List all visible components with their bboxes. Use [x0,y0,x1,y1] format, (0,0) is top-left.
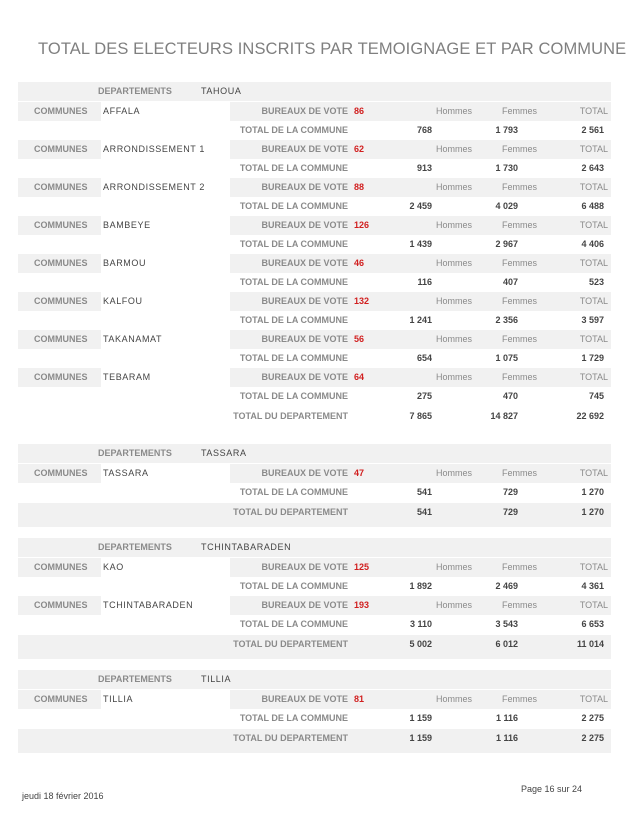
total-header: TOTAL [579,220,608,230]
commune-femmes: 3 543 [495,619,518,629]
commune-total-row [18,121,611,140]
department-total: 11 014 [576,639,604,649]
department-total-row [18,729,611,753]
commune-name: TEBARAM [103,372,151,382]
commune-row [18,464,611,483]
department-total-row [18,407,611,426]
commune-total: 2 643 [581,163,604,173]
bureaux-count: 56 [354,334,365,344]
department-name: TILLIA [201,674,232,684]
total-header: TOTAL [579,258,608,268]
commune-total-row [18,159,611,178]
communes-label: COMMUNES [34,296,88,306]
commune-name: AFFALA [103,106,141,116]
total-commune-label: TOTAL DE LA COMMUNE [239,315,348,325]
commune-row [18,368,611,387]
commune-name: KALFOU [103,296,143,306]
hommes-header: Hommes [436,220,473,230]
commune-total: 6 488 [581,201,604,211]
total-commune-label: TOTAL DE LA COMMUNE [239,353,348,363]
femmes-header: Femmes [502,296,538,306]
commune-hommes: 1 892 [409,581,432,591]
commune-total: 1 729 [581,353,604,363]
bureaux-label: BUREAUX DE VOTE [261,144,348,154]
hommes-header: Hommes [436,562,473,572]
communes-label: COMMUNES [34,334,88,344]
total-commune-label: TOTAL DE LA COMMUNE [239,619,348,629]
commune-hommes: 654 [416,353,432,363]
commune-hommes: 3 110 [409,619,432,629]
total-header: TOTAL [579,182,608,192]
total-header: TOTAL [579,694,608,704]
total-commune-label: TOTAL DE LA COMMUNE [239,201,348,211]
bureaux-count: 88 [354,182,365,192]
commune-femmes: 2 469 [495,581,518,591]
footer-date: jeudi 18 février 2016 [22,791,104,801]
total-header: TOTAL [579,468,608,478]
commune-total: 745 [588,391,604,401]
femmes-header: Femmes [502,372,538,382]
total-departement-label: TOTAL DU DEPARTEMENT [233,411,348,421]
bureaux-label: BUREAUX DE VOTE [261,562,348,572]
total-commune-label: TOTAL DE LA COMMUNE [239,163,348,173]
commune-row [18,102,611,121]
commune-total-row [18,483,611,502]
total-commune-label: TOTAL DE LA COMMUNE [239,487,348,497]
hommes-header: Hommes [436,334,473,344]
department-femmes: 14 827 [490,411,518,421]
commune-name: BARMOU [103,258,147,268]
bureaux-count: 64 [354,372,365,382]
total-commune-label: TOTAL DE LA COMMUNE [239,581,348,591]
femmes-header: Femmes [502,220,538,230]
department-total-row [18,503,611,527]
commune-femmes: 1 075 [495,353,518,363]
femmes-header: Femmes [502,182,538,192]
hommes-header: Hommes [436,296,473,306]
commune-total-row [18,387,611,406]
commune-femmes: 2 356 [495,315,518,325]
commune-row [18,330,611,349]
bureaux-count: 46 [354,258,365,268]
bureaux-count: 47 [354,468,365,478]
bureaux-count: 132 [354,296,370,306]
department-femmes: 729 [502,507,518,517]
total-header: TOTAL [579,600,608,610]
commune-total-row [18,577,611,596]
commune-name: ARRONDISSEMENT 1 [103,144,205,154]
total-header: TOTAL [579,106,608,116]
footer-page-number: Page 16 sur 24 [521,784,583,794]
departements-label: DEPARTEMENTS [98,86,172,96]
femmes-header: Femmes [502,694,538,704]
commune-femmes: 729 [502,487,518,497]
commune-row [18,558,611,577]
hommes-header: Hommes [436,144,473,154]
total-departement-label: TOTAL DU DEPARTEMENT [233,639,348,649]
department-header [18,82,611,101]
department-hommes: 5 002 [409,639,432,649]
total-header: TOTAL [579,562,608,572]
commune-hommes: 541 [416,487,432,497]
bureaux-label: BUREAUX DE VOTE [261,600,348,610]
commune-femmes: 1 116 [495,713,518,723]
department-hommes: 1 159 [409,733,432,743]
commune-name: BAMBEYE [103,220,151,230]
department-header [18,538,611,557]
femmes-header: Femmes [502,600,538,610]
commune-total-row [18,197,611,216]
commune-femmes: 1 730 [495,163,518,173]
commune-row [18,140,611,159]
hommes-header: Hommes [436,468,473,478]
departements-label: DEPARTEMENTS [98,674,172,684]
hommes-header: Hommes [436,372,473,382]
total-commune-label: TOTAL DE LA COMMUNE [239,391,348,401]
bureaux-count: 86 [354,106,365,116]
bureaux-label: BUREAUX DE VOTE [261,182,348,192]
department-name: TASSARA [201,448,247,458]
department-hommes: 7 865 [409,411,432,421]
bureaux-label: BUREAUX DE VOTE [261,258,348,268]
commune-name: TILLIA [103,694,134,704]
commune-total-row [18,709,611,728]
total-header: TOTAL [579,144,608,154]
commune-total: 6 653 [581,619,604,629]
femmes-header: Femmes [502,144,538,154]
communes-label: COMMUNES [34,600,88,610]
department-total: 22 692 [576,411,604,421]
hommes-header: Hommes [436,600,473,610]
department-femmes: 6 012 [495,639,518,649]
commune-total-row [18,273,611,292]
page-title: TOTAL DES ELECTEURS INSCRITS PAR TEMOIGNAGE ET PAR COMMUNE [38,40,627,58]
communes-label: COMMUNES [34,106,88,116]
commune-femmes: 470 [502,391,518,401]
commune-femmes: 2 967 [495,239,518,249]
department-name: TAHOUA [201,86,242,96]
bureaux-label: BUREAUX DE VOTE [261,468,348,478]
commune-row [18,690,611,709]
department-total-row [18,635,611,659]
department-hommes: 541 [416,507,432,517]
total-departement-label: TOTAL DU DEPARTEMENT [233,507,348,517]
bureaux-count: 81 [354,694,365,704]
commune-row [18,292,611,311]
commune-femmes: 1 793 [495,125,518,135]
bureaux-label: BUREAUX DE VOTE [261,372,348,382]
hommes-header: Hommes [436,258,473,268]
commune-total-row [18,349,611,368]
commune-total: 4 406 [581,239,604,249]
communes-label: COMMUNES [34,562,88,572]
commune-hommes: 1 241 [409,315,432,325]
commune-total: 2 275 [581,713,604,723]
departements-label: DEPARTEMENTS [98,448,172,458]
commune-total-row [18,235,611,254]
communes-label: COMMUNES [34,258,88,268]
hommes-header: Hommes [436,106,473,116]
commune-total: 1 270 [581,487,604,497]
bureaux-label: BUREAUX DE VOTE [261,694,348,704]
total-commune-label: TOTAL DE LA COMMUNE [239,277,348,287]
commune-name: KAO [103,562,124,572]
commune-hommes: 1 439 [409,239,432,249]
bureaux-count: 62 [354,144,365,154]
communes-label: COMMUNES [34,182,88,192]
commune-name: ARRONDISSEMENT 2 [103,182,205,192]
commune-row [18,254,611,273]
bureaux-count: 126 [354,220,370,230]
department-total: 2 275 [581,733,604,743]
communes-label: COMMUNES [34,468,88,478]
total-departement-label: TOTAL DU DEPARTEMENT [233,733,348,743]
department-total: 1 270 [581,507,604,517]
departements-label: DEPARTEMENTS [98,542,172,552]
commune-row [18,178,611,197]
commune-name: TASSARA [103,468,149,478]
femmes-header: Femmes [502,334,538,344]
commune-femmes: 4 029 [495,201,518,211]
department-header [18,670,611,689]
communes-label: COMMUNES [34,220,88,230]
commune-name: TAKANAMAT [103,334,163,344]
commune-name: TCHINTABARADEN [103,600,194,610]
bureaux-count: 125 [354,562,370,572]
bureaux-label: BUREAUX DE VOTE [261,334,348,344]
commune-total-row [18,311,611,330]
department-femmes: 1 116 [495,733,518,743]
total-header: TOTAL [579,296,608,306]
commune-hommes: 116 [417,277,432,287]
communes-label: COMMUNES [34,372,88,382]
commune-total-row [18,615,611,634]
department-name: TCHINTABARADEN [201,542,292,552]
bureaux-count: 193 [354,600,370,610]
hommes-header: Hommes [436,182,473,192]
communes-label: COMMUNES [34,694,88,704]
commune-hommes: 913 [416,163,432,173]
femmes-header: Femmes [502,562,538,572]
commune-row [18,596,611,615]
commune-hommes: 2 459 [409,201,432,211]
femmes-header: Femmes [502,258,538,268]
bureaux-label: BUREAUX DE VOTE [261,296,348,306]
femmes-header: Femmes [502,468,538,478]
communes-label: COMMUNES [34,144,88,154]
commune-total: 3 597 [581,315,604,325]
commune-row [18,216,611,235]
commune-hommes: 768 [416,125,432,135]
total-commune-label: TOTAL DE LA COMMUNE [239,125,348,135]
commune-hommes: 1 159 [409,713,432,723]
commune-total: 523 [588,277,604,287]
hommes-header: Hommes [436,694,473,704]
commune-femmes: 407 [502,277,518,287]
total-commune-label: TOTAL DE LA COMMUNE [239,239,348,249]
commune-total: 4 361 [581,581,604,591]
total-header: TOTAL [579,334,608,344]
bureaux-label: BUREAUX DE VOTE [261,220,348,230]
bureaux-label: BUREAUX DE VOTE [261,106,348,116]
total-commune-label: TOTAL DE LA COMMUNE [239,713,348,723]
commune-hommes: 275 [416,391,432,401]
commune-total: 2 561 [581,125,604,135]
total-header: TOTAL [579,372,608,382]
department-header [18,444,611,463]
femmes-header: Femmes [502,106,538,116]
